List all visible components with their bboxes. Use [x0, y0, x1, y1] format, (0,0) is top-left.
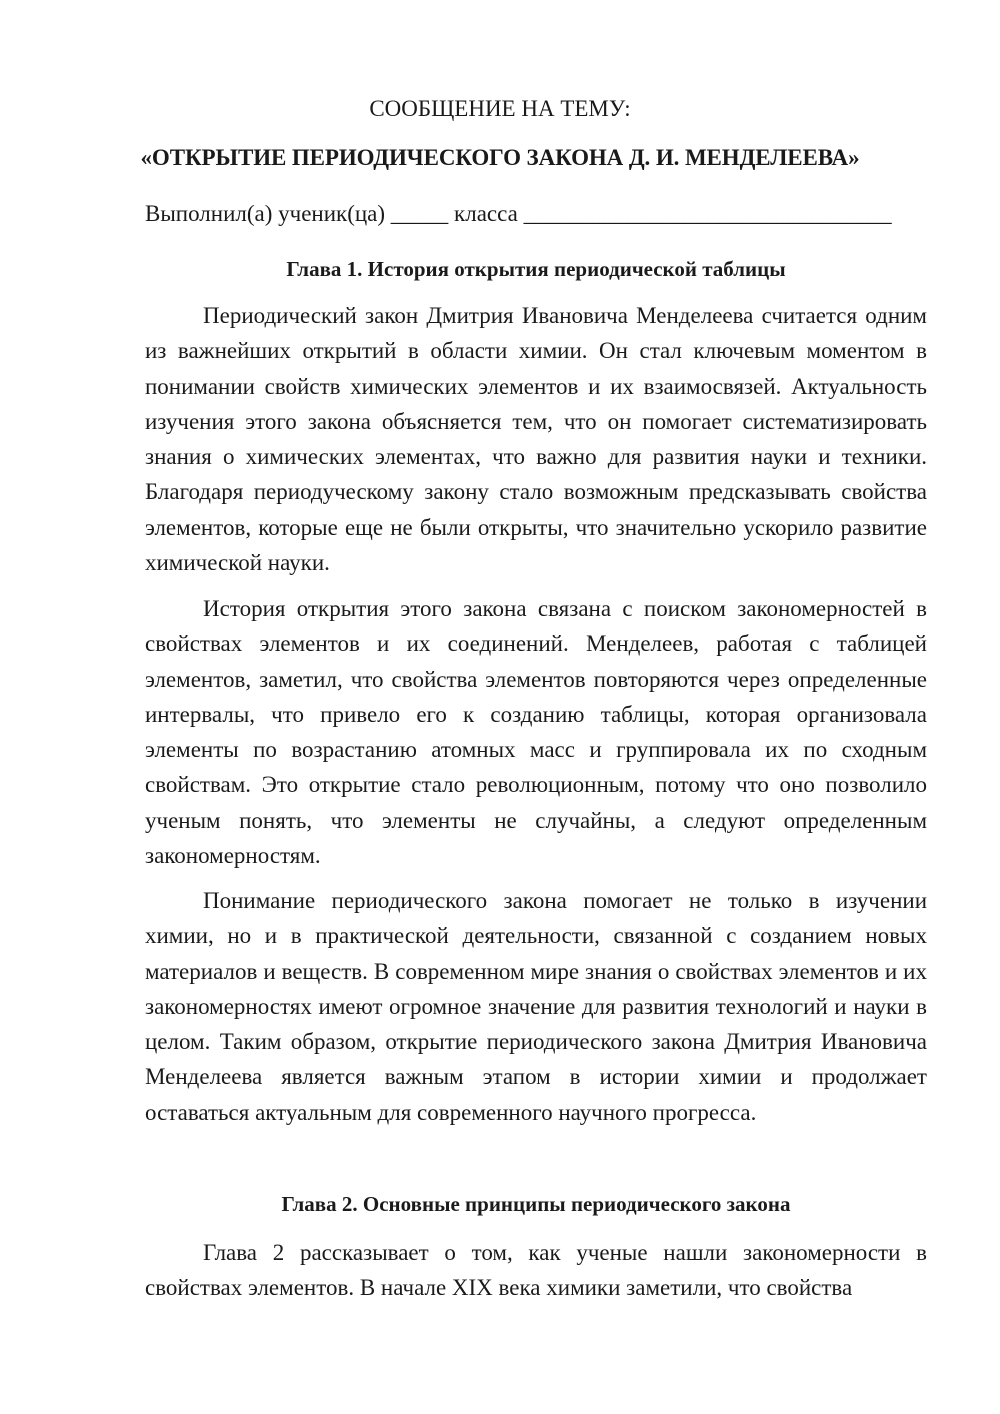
topic-line: СООБЩЕНИЕ НА ТЕМУ: — [369, 96, 631, 121]
chapter-1-heading: Глава 1. История открытия периодической таблицы — [286, 257, 786, 281]
document-title: «ОТКРЫТИЕ ПЕРИОДИЧЕСКОГО ЗАКОНА Д. И. МЕНДЕЛЕЕВА» — [140, 145, 860, 170]
chapter-2-heading: Глава 2. Основные принципы периодического закона — [281, 1192, 791, 1216]
chapter-1-paragraph-2: История открытия этого закона связана с поиском закономерностей в свойствах элементов и их соединений. Менделеев, работая с таблицей элементов, заметил, что свойства элементов повторяются через определенные интервалы, что привело его к созданию таблицы, которая организовала элементы по возрастанию атомных масс и группировала их по сходным свойствам. Это открытие стало революционным, потому что оно позволило ученым понять, что элементы не случайны, а следуют определенным закономерностям. — [145, 596, 927, 869]
chapter-1-paragraph-1: Периодический закон Дмитрия Ивановича Менделеева считается одним из важнейших открытий в области химии. Он стал ключевым моментом в понимании свойств химических элементов и их взаимосвязей. Актуальность изучения этого закона объясняется тем, что он помогает систематизировать знания о химических элементах, что важно для развития науки и техники. Благодаря периодуческому закону стало возможным предсказывать свойства элементов, которые еще не были открыты, что значительно ускорило развитие химической науки. — [145, 303, 927, 576]
signature-line: Выполнил(а) ученик(ца) _____ класса ________________________________ — [145, 201, 892, 226]
chapter-1-paragraph-3: Понимание периодического закона помогает не только в изучении химии, но и в практической деятельности, связанной с созданием новых материалов и веществ. В современном мире знания о свойствах элементов и их закономерностях имеют огромное значение для развития технологий и науки в целом. Таким образом, открытие периодического закона Дмитрия Ивановича Менделеева является важным этапом в истории химии и продолжает оставаться актуальным для современного научного прогресса. — [145, 888, 927, 1125]
chapter-2-paragraph-1: Глава 2 рассказывает о том, как ученые нашли закономерности в свойствах элементов. В начале XIX века химики заметили, что свойства — [145, 1240, 927, 1301]
